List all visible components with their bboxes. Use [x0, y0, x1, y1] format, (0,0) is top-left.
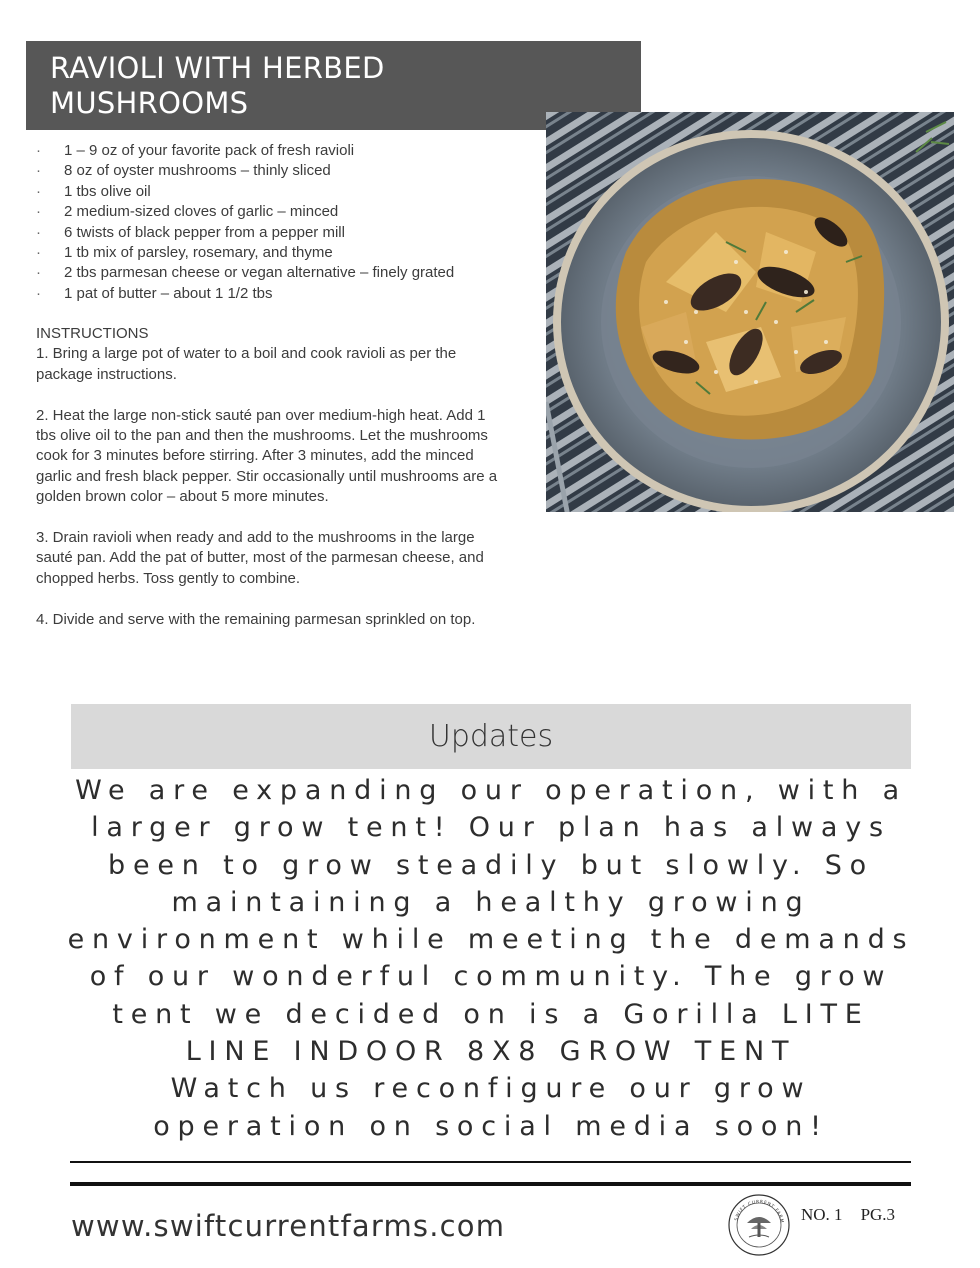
updates-paragraph-1: We are expanding our operation, with a larger grow tent! Our plan has always been to grow steadily but slowly. So maintaining a healthy growing environment while meeting the demands of our wonderful community. The grow tent we decided on is a Gorilla LITE LINE INDOOR 8X8 GROW TENT — [67, 775, 915, 1068]
updates-body — [66, 772, 916, 1145]
instruction-step-3: 3. Drain ravioli when ready and add to the mushrooms in the large sauté pan. Add the pat of butter, most of the parmesan cheese, and chopped herbs. Toss gently to combine. — [36, 529, 484, 587]
ingredient-item: · 8 oz of oyster mushrooms – thinly sliced — [36, 161, 516, 181]
instructions-section — [36, 324, 498, 650]
ingredient-item: · 2 tbs parmesan cheese or vegan alternative – finely grated — [36, 263, 516, 283]
ingredient-item: · 6 twists of black pepper from a pepper mill — [36, 223, 516, 243]
pasta-illustration — [616, 179, 884, 439]
svg-text:SWIFT CURRENT FARMS: SWIFT CURRENT FARM — [734, 1199, 785, 1224]
issue-number: NO. 1 — [801, 1205, 843, 1224]
footer-divider-thin — [70, 1161, 911, 1163]
ingredient-item: · 1 pat of butter – about 1 1/2 tbs — [36, 284, 516, 304]
dish-photo — [546, 112, 954, 512]
recipe-title-line-2: MUSHROOMS — [50, 86, 249, 120]
updates-paragraph-2: Watch us reconfigure our grow operation on social media soon! — [153, 1073, 829, 1142]
ingredient-item: · 1 tb mix of parsley, rosemary, and thyme — [36, 243, 516, 263]
recipe-title-line-1: RAVIOLI WITH HERBED — [50, 51, 385, 85]
farm-logo-icon — [727, 1193, 791, 1257]
recipe-title — [50, 51, 617, 121]
updates-banner — [71, 704, 911, 769]
ingredient-list — [36, 141, 516, 304]
page-info — [801, 1205, 895, 1225]
ingredient-item: · 1 – 9 oz of your favorite pack of fresh ravioli — [36, 141, 516, 161]
instructions-heading: INSTRUCTIONS — [36, 325, 149, 342]
ingredient-item: · 2 medium-sized cloves of garlic – minced — [36, 202, 516, 222]
ingredient-item: · 1 tbs olive oil — [36, 182, 516, 202]
website-url: www.swiftcurrentfarms.com — [71, 1209, 506, 1243]
updates-heading: Updates — [428, 719, 554, 754]
instruction-step-2: 2. Heat the large non-stick sauté pan over medium-high heat. Add 1 tbs olive oil to the pan and then the mushrooms. Let the mushrooms cook for 3 minutes before stirring. After 3 minutes, add the minced garlic and fresh black pepper. Stir occasionally until mushrooms are a golden brown color – about 5 more minutes. — [36, 406, 498, 506]
page-number: PG.3 — [860, 1205, 896, 1224]
footer-divider-thick — [70, 1182, 911, 1186]
instruction-step-4: 4. Divide and serve with the remaining parmesan sprinkled on top. — [36, 610, 476, 628]
instruction-step-1: 1. Bring a large pot of water to a boil and cook ravioli as per the package instructions. — [36, 345, 457, 383]
